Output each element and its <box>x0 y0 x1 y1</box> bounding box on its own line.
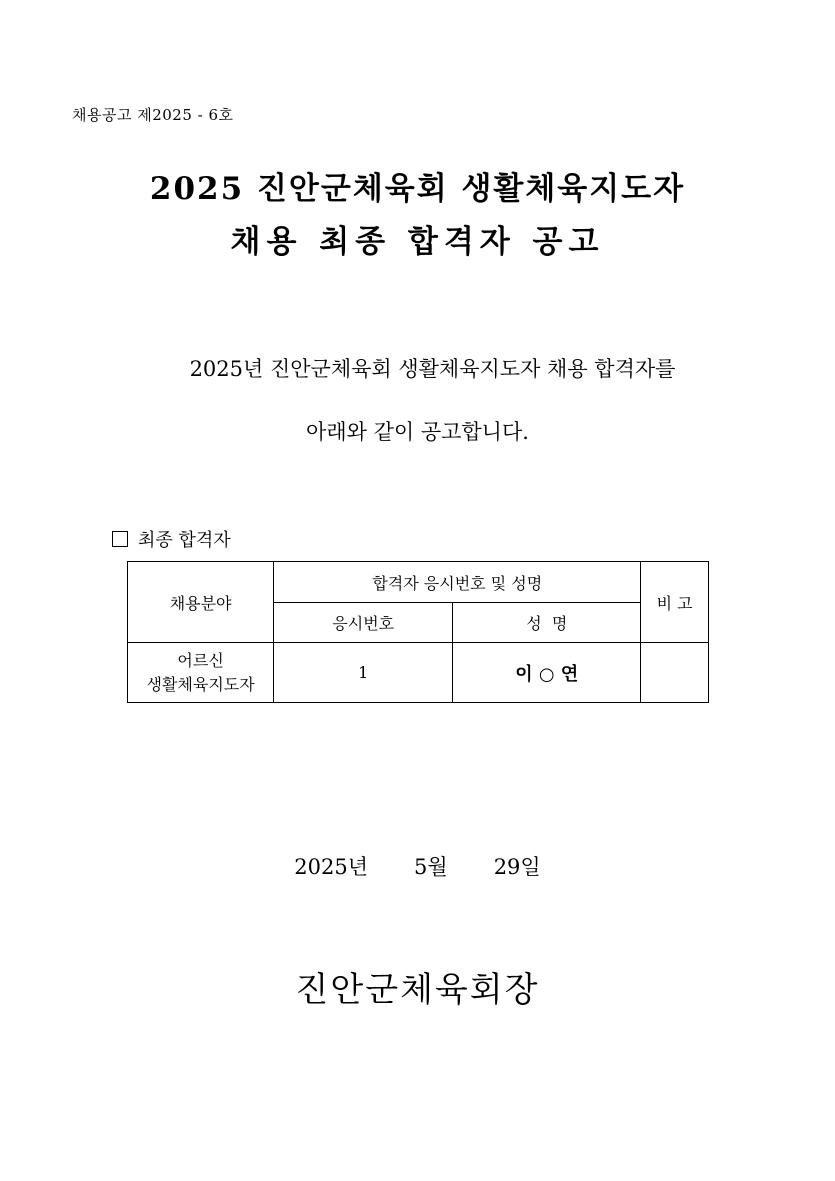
cell-field-line-1: 어르신 <box>177 650 224 670</box>
header-exam-number: 응시번호 <box>274 603 453 643</box>
date-month: 5월 <box>414 855 448 879</box>
cell-exam-number: 1 <box>274 643 453 703</box>
date-day: 29일 <box>493 855 541 879</box>
page-title-line-2: 채용 최종 합격자 공고 <box>230 224 605 260</box>
cell-remarks <box>641 643 709 703</box>
announcement-date <box>0 851 835 881</box>
table-row <box>128 643 709 703</box>
checkbox-square-icon <box>112 531 128 547</box>
header-group: 합격자 응시번호 및 성명 <box>274 562 641 603</box>
announcement-text-line-1: 2025년 진안군체육회 생활체육지도자 채용 합격자를 <box>189 357 676 381</box>
issuer-signature: 진안군체육회장 <box>295 970 540 1010</box>
cell-field-line-2: 생활체육지도자 <box>146 674 255 694</box>
section-heading <box>112 526 231 552</box>
page-title-line-1: 2025 진안군체육회 생활체육지도자 <box>149 171 686 207</box>
announcement-text-line-2: 아래와 같이 공고합니다. <box>306 420 529 444</box>
date-year: 2025년 <box>294 855 369 879</box>
final-successful-candidates-table <box>127 561 709 703</box>
cell-name: 이 ○ 연 <box>453 643 641 703</box>
table-header-row <box>128 562 709 603</box>
header-field: 채용분야 <box>128 562 274 643</box>
header-remarks: 비 고 <box>641 562 709 643</box>
cell-field <box>128 643 274 703</box>
section-heading-label: 최종 합격자 <box>138 530 231 551</box>
header-name: 성 명 <box>453 603 641 643</box>
notice-number: 채용공고 제2025 - 6호 <box>72 106 234 124</box>
